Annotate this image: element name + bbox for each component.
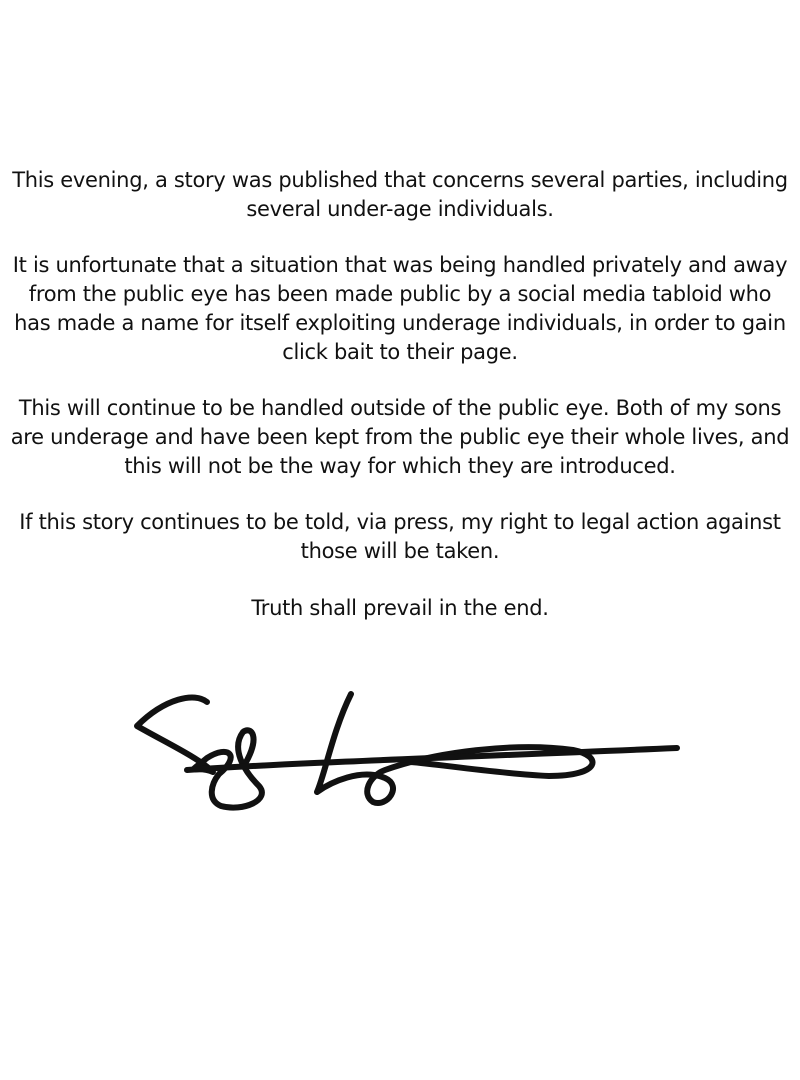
statement-paragraph-1: This evening, a story was published that concerns several parties, including several under-age individuals. [12,168,788,221]
statement-paragraph-3: This will continue to be handled outside of the public eye. Both of my sons are underage and have been kept from the public eye their whole lives, and this will not be the way for which they are introduced. [10,396,790,478]
statement-paragraph-4: If this story continues to be told, via press, my right to legal action against those will be taken. [19,510,781,564]
signature [125,680,695,830]
signature-main-stroke [137,697,262,807]
signature-loop-stroke [317,694,593,803]
statement-paragraph-2: It is unfortunate that a situation that was being handled privately and away from the public eye has been made public by a social media tabloid who has made a name for itself exploiting underage individuals, in order to gain click bait to their page. [12,253,788,364]
statement-closing-line: Truth shall prevail in the end. [251,595,549,620]
statement-body [0,166,800,650]
